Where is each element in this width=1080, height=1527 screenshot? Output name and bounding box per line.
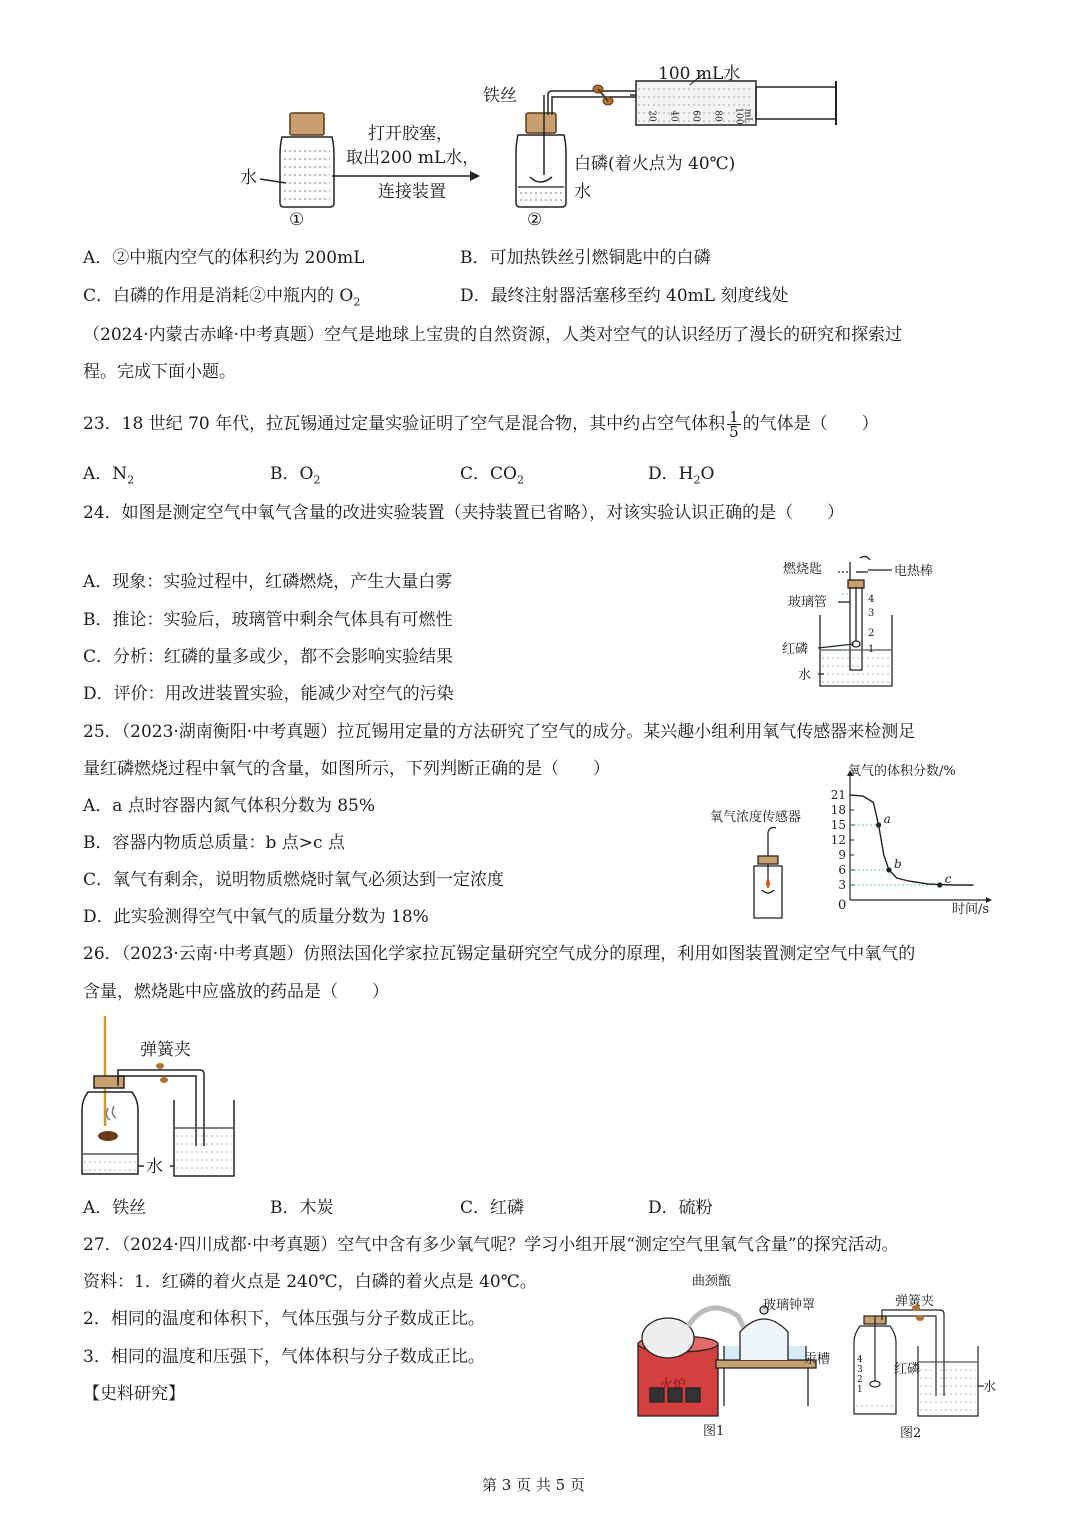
intro-line-2: 程。完成下面小题。 (83, 362, 236, 382)
q24-option-d: D．评价：用改进装置实验，能减少对空气的污染 (83, 684, 454, 704)
q25-option-b: B．容器内物质总质量：b 点>c 点 (83, 833, 345, 853)
arrow-text-1: 打开胶塞， (368, 124, 453, 144)
fig2-red-p-label: 红磷 (894, 1362, 921, 1377)
syringe-tick-100: 100 (733, 107, 744, 125)
q25-option-c: C．氧气有剩余，说明物质燃烧时氧气必须达到一定浓度 (83, 870, 505, 890)
chart-ytick-label-3: 3 (838, 878, 846, 892)
q24-tick-1: 1 (868, 644, 875, 655)
q24-tube-label: 玻璃管 (788, 595, 828, 610)
chart-ytick-label-18: 18 (830, 803, 846, 817)
mercury-trough-label: 汞槽 (804, 1352, 831, 1367)
fig2-caption: 图2 (900, 1426, 922, 1441)
fig2-tick-1: 1 (857, 1385, 863, 1395)
retort-label: 曲颈甑 (692, 1274, 732, 1289)
furnace-label: 火炉 (660, 1378, 687, 1393)
q23-option-a: A．$N_2$ (83, 464, 135, 487)
chart-ytick-label-21: 21 (830, 788, 846, 802)
q23-option-b: B．$O_2$ (270, 464, 321, 487)
fig2-clamp-label: 弹簧夹 (895, 1294, 935, 1309)
white-phosphorus-label: 白磷(着火点为 40℃) (574, 154, 736, 174)
chart-xlabel: 时间/s (952, 902, 990, 917)
syringe-apparatus-figure (230, 55, 850, 235)
chart-ytick-label-9: 9 (838, 848, 846, 862)
q23-option-c: C．$CO_2$ (460, 464, 524, 487)
q26-option-d: D．硫粉 (648, 1198, 713, 1218)
chart-point-label-b: b (894, 857, 902, 871)
q22-option-a: A．②中瓶内空气的体积约为 200mL (83, 248, 365, 268)
fig2-tick-2: 2 (857, 1375, 863, 1385)
chart-point-b (886, 867, 891, 872)
fig2-water-label: 水 (983, 1380, 997, 1395)
syringe-tick-20: 20 (646, 110, 657, 122)
syringe-tick-60: 60 (690, 110, 701, 122)
chart-point-label-a: a (883, 812, 891, 826)
q23-option-d: D．$H_2O$ (648, 464, 715, 487)
q27-section-title: 【史料研究】 (83, 1384, 185, 1404)
q27-stem-line-1: 27．（2024·四川成都·中考真题）空气中含有多少氧气呢？学习小组开展“测定空气里氧气含量”的探究活动。 (83, 1235, 899, 1255)
arrow-text-3: 连接装置 (378, 182, 446, 202)
clamp-icon (593, 85, 613, 105)
fig2-tick-4: 4 (857, 1355, 863, 1365)
q26-water-label: 水 (146, 1157, 163, 1177)
q24-stem: 24．如图是测定空气中氧气含量的改进实验装置（夹持装置已省略），对该实验认识正确的是（ ） (83, 503, 845, 523)
q26-stem-line-1: 26．（2023·云南·中考真题）仿照法国化学家拉瓦锡定量研究空气成分的原理，利用如图装置测定空气中氧气的 (83, 944, 916, 964)
q26-stem-line-2: 含量，燃烧匙中应盛放的药品是（ ） (83, 982, 389, 1002)
chart-point-a (876, 822, 881, 827)
q27-stem-line-4: 3．相同的温度和压强下，气体体积与分子数成正比。 (83, 1347, 485, 1367)
fig2-tick-3: 3 (857, 1365, 863, 1375)
q24-tick-3: 3 (868, 608, 875, 619)
q26-option-a: A．铁丝 (83, 1198, 147, 1218)
q26-clamp-label: 弹簧夹 (140, 1040, 191, 1060)
iron-wire-label: 铁丝 (483, 86, 517, 106)
q24-option-a: A．现象：实验过程中，红磷燃烧，产生大量白雾 (83, 572, 453, 592)
q24-option-c: C．分析：红磷的量多或少，都不会影响实验结果 (83, 647, 454, 667)
q27-figure-2 (848, 1296, 998, 1426)
syringe-tick-unit: mL (742, 108, 753, 124)
chart-point-label-c: c (944, 872, 952, 886)
chart-ylabel: 氧气的体积分数/% (848, 764, 956, 779)
bell-jar-label: 玻璃钟罩 (763, 1298, 816, 1313)
circle-2-label: ② (527, 210, 543, 230)
page-footer: 第 3 页 共 5 页 (482, 1476, 585, 1494)
bottle2-water-label: 水 (574, 182, 591, 202)
chart-ytick-label-12: 12 (830, 833, 846, 847)
q27-stem-line-3: 2．相同的温度和体积下，气体压强与分子数成正比。 (83, 1309, 485, 1329)
q24-tick-4: 4 (868, 594, 875, 605)
fraction-one-fifth: $\frac{1}{5}$ (729, 408, 739, 441)
q24-option-b: B．推论：实验后，玻璃管中剩余气体具有可燃性 (83, 610, 453, 630)
q26-clamp-icon (156, 1063, 168, 1083)
q23-stem: 23．18 世纪 70 年代，拉瓦锡通过定量实验证明了空气是混合物，其中约占空气体积 $\frac{1}{5}$ 的气体是（ ） (83, 408, 879, 441)
bottle-1 (260, 113, 334, 207)
water-100ml-label: 100 mL水 (658, 64, 741, 84)
circle-1-label: ① (289, 210, 305, 230)
q26-option-c: C．红磷 (460, 1198, 525, 1218)
q22-option-c: C．白磷的作用是消耗②中瓶内的 $O_2$ (83, 286, 361, 309)
fig1-caption: 图1 (703, 1424, 725, 1439)
intro-line-1: （2024·内蒙古赤峰·中考真题）空气是地球上宝贵的自然资源，人类对空气的认识经历了漫长的研究和探索过 (83, 325, 903, 345)
arrow-text-2: 取出200 mL水， (346, 148, 480, 168)
chart-series-line (850, 795, 974, 885)
q24-spoon-label: 燃烧匙 (783, 562, 823, 577)
chart-point-c (937, 882, 942, 887)
q25-stem-line-1: 25．（2023·湖南衡阳·中考真题）拉瓦锡用定量的方法研究了空气的成分。某兴趣小组利用氧气传感器来检测足 (83, 722, 916, 742)
q26-option-b: B．木炭 (270, 1198, 334, 1218)
q24-water-label: 水 (798, 668, 812, 683)
chart-ytick-label-15: 15 (830, 818, 846, 832)
q22-option-b: B．可加热铁丝引燃铜匙中的白磷 (460, 248, 711, 268)
q25-stem-line-2: 量红磷燃烧过程中氧气的含量，如图所示，下列判断正确的是（ ） (83, 759, 610, 779)
sensor-bottle-figure (740, 826, 820, 926)
syringe-tick-40: 40 (668, 110, 679, 122)
q24-tick-2: 2 (868, 628, 875, 639)
oxygen-chart (820, 760, 1000, 925)
sensor-label: 氧气浓度传感器 (710, 810, 802, 825)
q27-stem-line-2: 资料：1．红磷的着火点是 240℃，白磷的着火点是 40℃。 (83, 1272, 537, 1292)
q24-heater-label: 电热棒 (894, 564, 934, 579)
q24-red-p-label: 红磷 (782, 642, 809, 657)
chart-ytick-label-6: 6 (838, 863, 846, 877)
q25-option-d: D．此实验测得空气中氧气的质量分数为 18% (83, 907, 429, 927)
syringe-tick-80: 80 (712, 110, 723, 122)
bottle1-water-label: 水 (240, 168, 257, 188)
chart-origin: 0 (838, 898, 847, 913)
q25-option-a: A．a 点时容器内氮气体积分数为 85% (83, 796, 376, 816)
q22-option-d: D．最终注射器活塞移至约 40mL 刻度线处 (460, 286, 789, 306)
